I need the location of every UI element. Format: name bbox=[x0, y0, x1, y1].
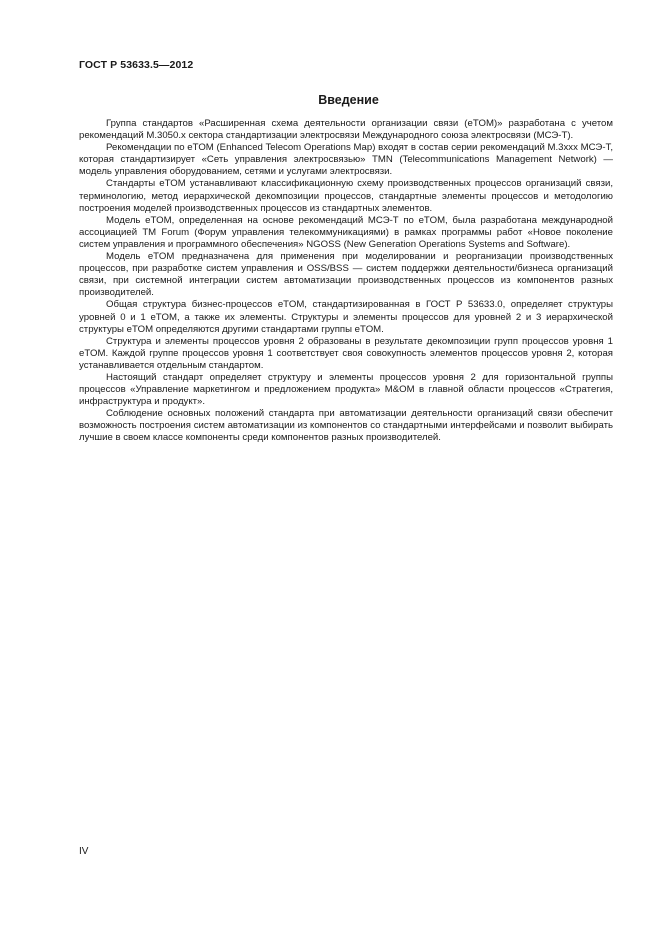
document-code: ГОСТ Р 53633.5—2012 bbox=[79, 59, 194, 71]
paragraph: Структура и элементы процессов уровня 2 образованы в результате декомпозиции групп процессов уровня 1 eTOM. Каждой группе процессов уровня 1 соответствует своя совокупность элементов процессов уровня 2, которая устанавливается отдельным стандартом. bbox=[79, 335, 613, 371]
paragraph: Группа стандартов «Расширенная схема деятельности организации связи (eTOM)» разработана с учетом рекомендаций М.3050.х сектора стандартизации электросвязи Международного союза электросвязи (МСЭ-Т). bbox=[79, 118, 613, 142]
paragraph: Общая структура бизнес-процессов eTOM, стандартизированная в ГОСТ Р 53633.0, определяет структуры уровней 0 и 1 eTOM, а также их элементы. Структуры и элементы процессов для уровней 2 и 3 иерархической структуры eTOM определяются другими стандартами группы eTOM. bbox=[79, 299, 613, 335]
paragraph: Стандарты eTOM устанавливают классификационную схему производственных процессов организаций связи, терминологию, метод иерархической декомпозиции процессов, стандартные элементы процессов и методологию построения моделей производственных процессов из стандартных элементов. bbox=[79, 178, 613, 214]
section-title: Введение bbox=[318, 93, 379, 107]
paragraph: Соблюдение основных положений стандарта при автоматизации деятельности организаций связи обеспечит возможность построения систем автоматизации из компонентов со стандартными интерфейсами и позволит выбирать лучшие в своем классе компоненты среди компонентов разных производителей. bbox=[79, 408, 613, 444]
paragraph: Рекомендации по eTOM (Enhanced Telecom Operations Map) входят в состав серии рекомендаций М.3ххх МСЭ-Т, которая стандартизирует «Сеть управления электросвязью» TMN (Telecommunications Management Network) — модель управления оборудованием, сетями и услугами электросвязи. bbox=[79, 142, 613, 178]
page-number: IV bbox=[79, 846, 89, 857]
introduction-body bbox=[79, 118, 613, 445]
paragraph: Модель eTOM, определенная на основе рекомендаций МСЭ-Т по eTOM, была разработана международной ассоциацией TM Forum (Форум управления телекоммуникациями) в рамках программы работ «Новое поколение систем управления и программного обеспечения» NGOSS (New Generation Operations Systems and Software). bbox=[79, 214, 613, 250]
paragraph: Модель eTOM предназначена для применения при моделировании и реорганизации производственных процессов, при разработке систем управления и OSS/BSS — систем поддержки деятельности/бизнеса организаций связи, при системной интеграции систем автоматизации производственных процессов из компонентов разных производителей. bbox=[79, 251, 613, 299]
paragraph: Настоящий стандарт определяет структуру и элементы процессов уровня 2 для горизонтальной группы процессов «Управление маркетингом и предложением продукта» M&OM в главной области процессов «Стратегия, инфраструктура и продукт». bbox=[79, 371, 613, 408]
